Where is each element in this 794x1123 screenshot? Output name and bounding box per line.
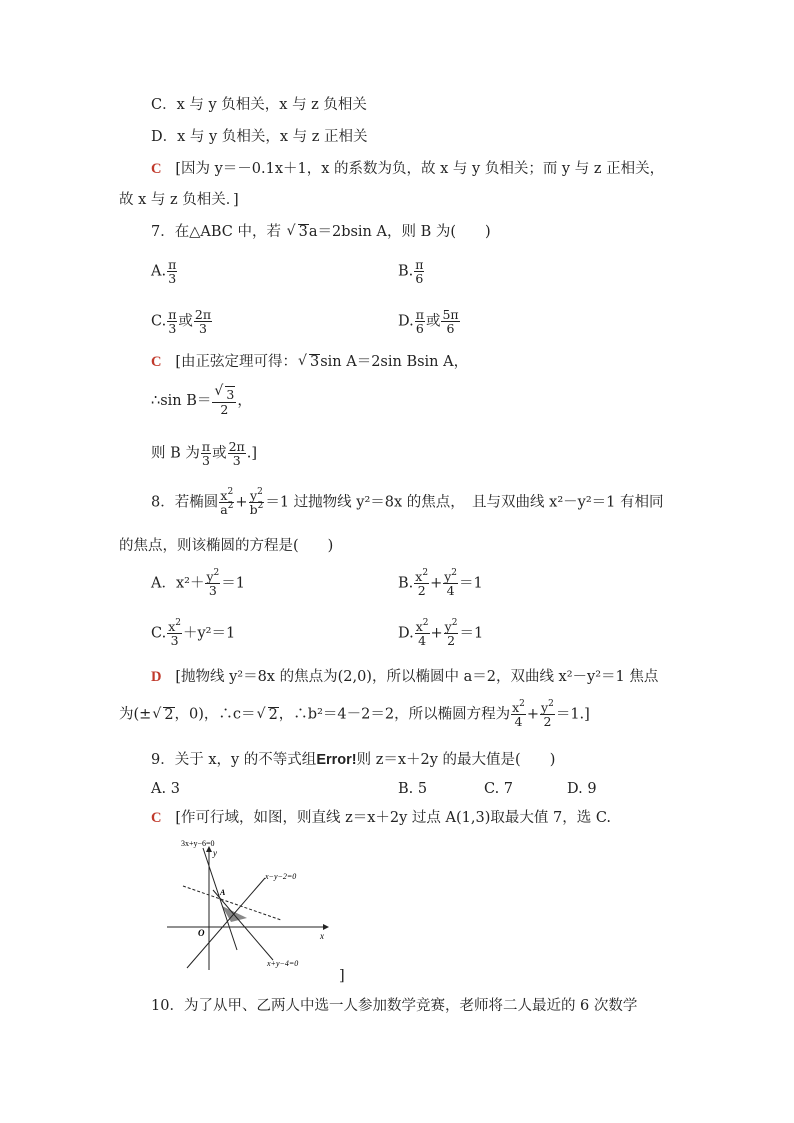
q6-answer-line2: 故 x 与 z 负相关．] [119, 192, 239, 208]
q7-option-a: A. $\frac{\pi}{3}$ [151, 257, 177, 286]
label-line1: 3x+y−6=0 [181, 839, 215, 848]
label-x: x [320, 931, 324, 941]
q9-option-a: A. 3 [151, 781, 180, 797]
label-line3: x+y−4=0 [267, 959, 299, 968]
q8-stem-line1: 8．若椭圆 $\frac{x^2}{a^2}$ + $\frac{y^2}{b^2}$ ＝1 过抛物线 y²＝8x 的焦点， 且与双曲线 x²－y²＝1 有相同 [151, 487, 664, 517]
q6-answer-line1 [151, 159, 664, 179]
line-3x-y-6 [203, 848, 237, 950]
q9-error-marker: Error! [316, 752, 357, 768]
feasible-region-shading [222, 906, 247, 922]
q7-answer-radical: √ 3 [298, 352, 320, 372]
q6-option-d: D．x 与 y 负相关，x 与 z 正相关 [151, 129, 368, 145]
q7-option-d: D. $\frac{\pi}{6}$ 或 $\frac{5\pi}{6}$ [398, 307, 459, 336]
q9-stem: 9．关于 x，y 的不等式组Error!则 z＝x＋2y 的最大值是( ) [151, 752, 556, 768]
q7-answer-line2: ∴sin B＝ √ $\frac{3}{2}$ ， [151, 386, 252, 416]
label-line2: x−y−2=0 [265, 872, 297, 881]
label-point-a: A [220, 888, 226, 897]
q9-option-d: D. 9 [567, 781, 597, 797]
q10-stem: 10．为了从甲、乙两人中选一人参加数学竞赛，老师将二人最近的 6 次数学 [151, 998, 638, 1014]
line-x-y-4 [213, 890, 273, 960]
q8-answer-letter: D [151, 669, 162, 685]
q9-option-c: C. 7 [484, 781, 514, 797]
q7-option-c: C. $\frac{\pi}{3}$ 或 $\frac{2\pi}{3}$ [151, 307, 212, 336]
q8-option-b: B. $\frac{x^2}{2}$ + $\frac{y^2}{4}$ ＝1 [398, 568, 483, 598]
q8-option-a: A．x²＋ $\frac{y^2}{3}$ ＝1 [151, 568, 245, 598]
q7-answer-letter: C [151, 354, 162, 370]
label-origin: O [198, 928, 205, 938]
q7-stem-prefix: 7．在△ABC 中，若 [151, 224, 281, 240]
q6-option-c: C．x 与 y 负相关，x 与 z 负相关 [151, 97, 367, 113]
q9-answer-letter: C [151, 810, 162, 826]
q8-option-d: D. $\frac{x^2}{4}$ + $\frac{y^2}{2}$ ＝1 [398, 618, 484, 648]
q8-stem-line2: 的焦点，则该椭圆的方程是( ) [119, 538, 334, 554]
q7-stem-radical: √ 3 [287, 222, 309, 242]
label-y: y [213, 848, 217, 858]
q7-answer-line1: C [由正弦定理可得：√ 3sin A＝2sin Bsin A， [151, 352, 468, 372]
feasible-region-figure [165, 838, 335, 973]
q8-answer-line1: D [抛物线 y²＝8x 的焦点为(2,0)，所以椭圆中 a＝2，双曲线 x²－y²＝1 焦点 [151, 669, 659, 685]
q7-stem [151, 222, 491, 242]
x-axis-arrow [323, 924, 329, 930]
q9-answer-line: C [作可行域，如图，则直线 z＝x＋2y 过点 A(1,3)取最大值 7，选 C. [151, 810, 612, 826]
q7-option-b: B. $\frac{\pi}{6}$ [398, 257, 424, 286]
q9-option-b: B. 5 [398, 781, 428, 797]
q7-answer-line3: 则 B 为 $\frac{\pi}{3}$ 或 $\frac{2\pi}{3}$ .] [151, 439, 258, 468]
q7-stem-suffix: a＝2bsin A，则 B 为( ) [308, 224, 491, 240]
q9-answer-closing: ] [339, 968, 345, 984]
q8-option-c: C. $\frac{x^2}{3}$ ＋y²＝1 [151, 618, 236, 648]
q6-answer-text: [因为 y＝－0.1x＋1，x 的系数为负，故 x 与 y 负相关；而 y 与 z 正相关， [175, 161, 665, 177]
q8-answer-line2: 为(±√ 2，0)，∴c＝√ 2，∴b²＝4－2＝2，所以椭圆方程为 $\frac{x^2}{4}$ + $\frac{y^2}{2}$ ＝1.] [119, 701, 590, 728]
q6-answer-letter: C [151, 161, 162, 177]
